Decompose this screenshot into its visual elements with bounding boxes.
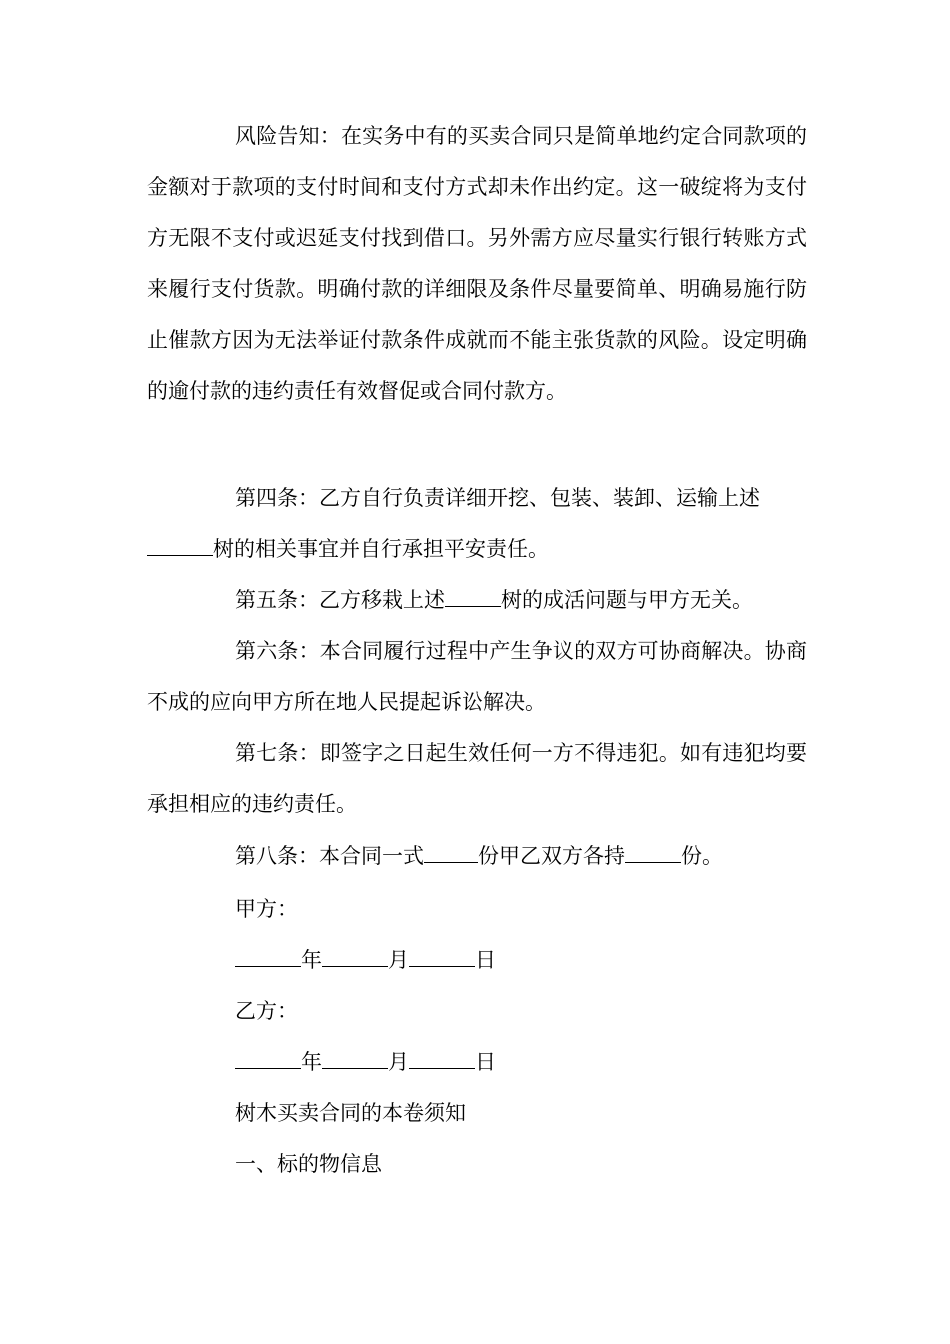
year-blank	[235, 1050, 301, 1069]
risk-notice-paragraph: 风险告知：在实务中有的买卖合同只是简单地约定合同款项的金额对于款项的支付时间和支付方式却未作出约定。这一破绽将为支付方无限不支付或迟延支付找到借口。另外需方应尽量实行银行转账方式来履行支付货款。明确付款的详细限及条件尽量要简单、明确易施行防止催款方因为无法举证付款条件成就而不能主张货款的风险。设定明确的逾付款的违约责任有效督促或合同付款方。	[147, 124, 807, 403]
article-6-paragraph: 第六条：本合同履行过程中产生争议的双方可协商解决。协商不成的应向甲方所在地人民提起诉讼解决。	[147, 639, 807, 714]
party-a-date-line	[235, 935, 496, 986]
article-4-block	[147, 473, 807, 575]
day-blank	[409, 948, 475, 967]
day-label: 日	[475, 948, 496, 972]
article-4-paragraph	[147, 473, 807, 575]
party-b-label: 乙方：	[235, 999, 298, 1023]
copies-each-blank	[625, 844, 681, 863]
day-label: 日	[475, 1050, 496, 1074]
month-label: 月	[388, 948, 409, 972]
party-b-date-line	[235, 1037, 496, 1088]
tree-name-blank	[147, 537, 213, 556]
article-8-text-a: 第八条：本合同一式	[235, 844, 424, 868]
copies-total-blank	[424, 844, 478, 863]
year-label: 年	[301, 948, 322, 972]
day-blank	[409, 1050, 475, 1069]
article-8-text-b: 份甲乙双方各持	[478, 844, 625, 868]
month-blank	[322, 948, 388, 967]
article-7-block	[147, 728, 807, 830]
article-6-block	[147, 626, 807, 728]
article-7-paragraph: 第七条：即签字之日起生效任何一方不得违犯。如有违犯均要承担相应的违约责任。	[147, 741, 807, 816]
article-4-text-a: 第四条：乙方自行负责详细开挖、包装、装卸、运输上述	[235, 486, 760, 510]
month-blank	[322, 1050, 388, 1069]
notice-title: 树木买卖合同的本卷须知	[235, 1101, 466, 1125]
month-label: 月	[388, 1050, 409, 1074]
section-one-heading: 一、标的物信息	[235, 1152, 382, 1176]
year-blank	[235, 948, 301, 967]
article-8-line	[235, 831, 723, 882]
article-4-text-b: 树的相关事宜并自行承担平安责任。	[213, 537, 549, 561]
risk-notice-block	[147, 111, 807, 417]
party-a-label: 甲方：	[235, 897, 298, 921]
article-5-text-a: 第五条：乙方移栽上述	[235, 588, 445, 612]
year-label: 年	[301, 1050, 322, 1074]
tree-name-blank-2	[445, 588, 501, 607]
article-8-text-c: 份。	[681, 844, 723, 868]
article-5-text-b: 树的成活问题与甲方无关。	[501, 588, 753, 612]
article-5-line	[235, 575, 753, 626]
